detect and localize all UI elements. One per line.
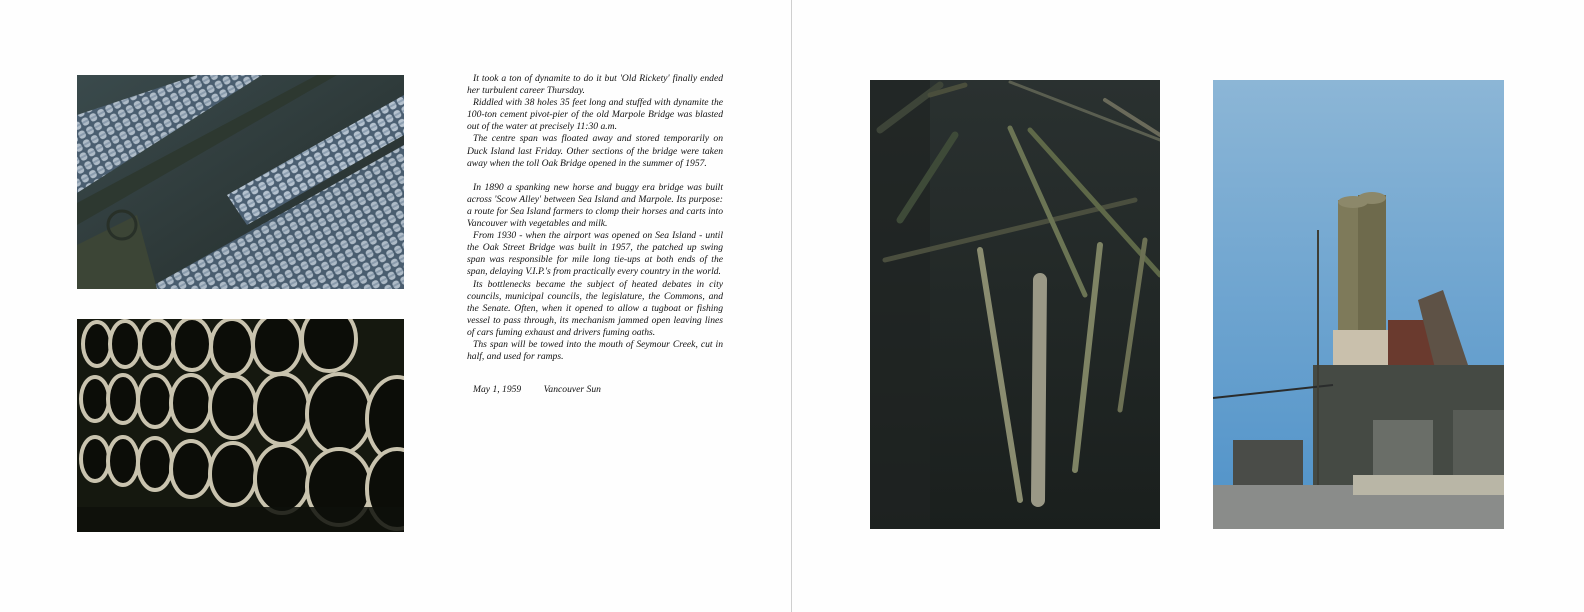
- concrete-pipe-ends-photo: [77, 319, 404, 532]
- article-paragraph: The centre span was floated away and stored temporarily on Duck Island last Friday. Other sections of the bridge were taken away when the toll Oak Bridge opened in the summer of 1957.: [467, 133, 723, 169]
- article-paragraph: It took a ton of dynamite to do it but 'Old Rickety' finally ended her turbulent career Thursday.: [467, 73, 723, 97]
- cement-plant-silo-photo: [1213, 80, 1504, 529]
- article-text: [467, 73, 723, 363]
- article-paragraph: Its bottlenecks became the subject of heated debates in city councils, municipal councils, the legislature, the Commons, and the Senate. Often, when it opened to allow a tugboat or fishing vessel to pass through, its mechanism jammed open leaving lines of cars fuming exhaust and drivers fuming oaths.: [467, 278, 723, 338]
- article-date: May 1, 1959: [473, 384, 522, 395]
- floating-logs-photo: [870, 80, 1160, 529]
- article-paragraph: In 1890 a spanking new horse and buggy era bridge was built across 'Scow Alley' between Sea Island and Marpole. Its purpose: a route for Sea Island farmers to clomp their horses and carts into Vancouver with vegetables and milk.: [467, 181, 723, 230]
- article-paragraph: Ths span will be towed into the mouth of Seymour Creek, cut in half, and used for ramps.: [467, 338, 723, 363]
- article-paragraph: From 1930 - when the airport was opened on Sea Island - until the Oak Street Bridge was built in 1957, the patched up swing span was responsible for mile long tie-ups at both ends of the span, delaying V.I.P.'s from practically every country in the world.: [467, 230, 723, 278]
- stacked-concrete-pipes-photo: [77, 75, 404, 289]
- article-credit: [473, 384, 601, 395]
- paragraph-gap: [467, 170, 723, 182]
- page-gutter: [791, 0, 792, 612]
- article-source: Vancouver Sun: [543, 384, 601, 395]
- article-paragraph: Riddled with 38 holes 35 feet long and stuffed with dynamite the 100-ton cement pivot-pier of the old Marpole Bridge was blasted out of the water at precisely 11:30 a.m.: [467, 97, 723, 133]
